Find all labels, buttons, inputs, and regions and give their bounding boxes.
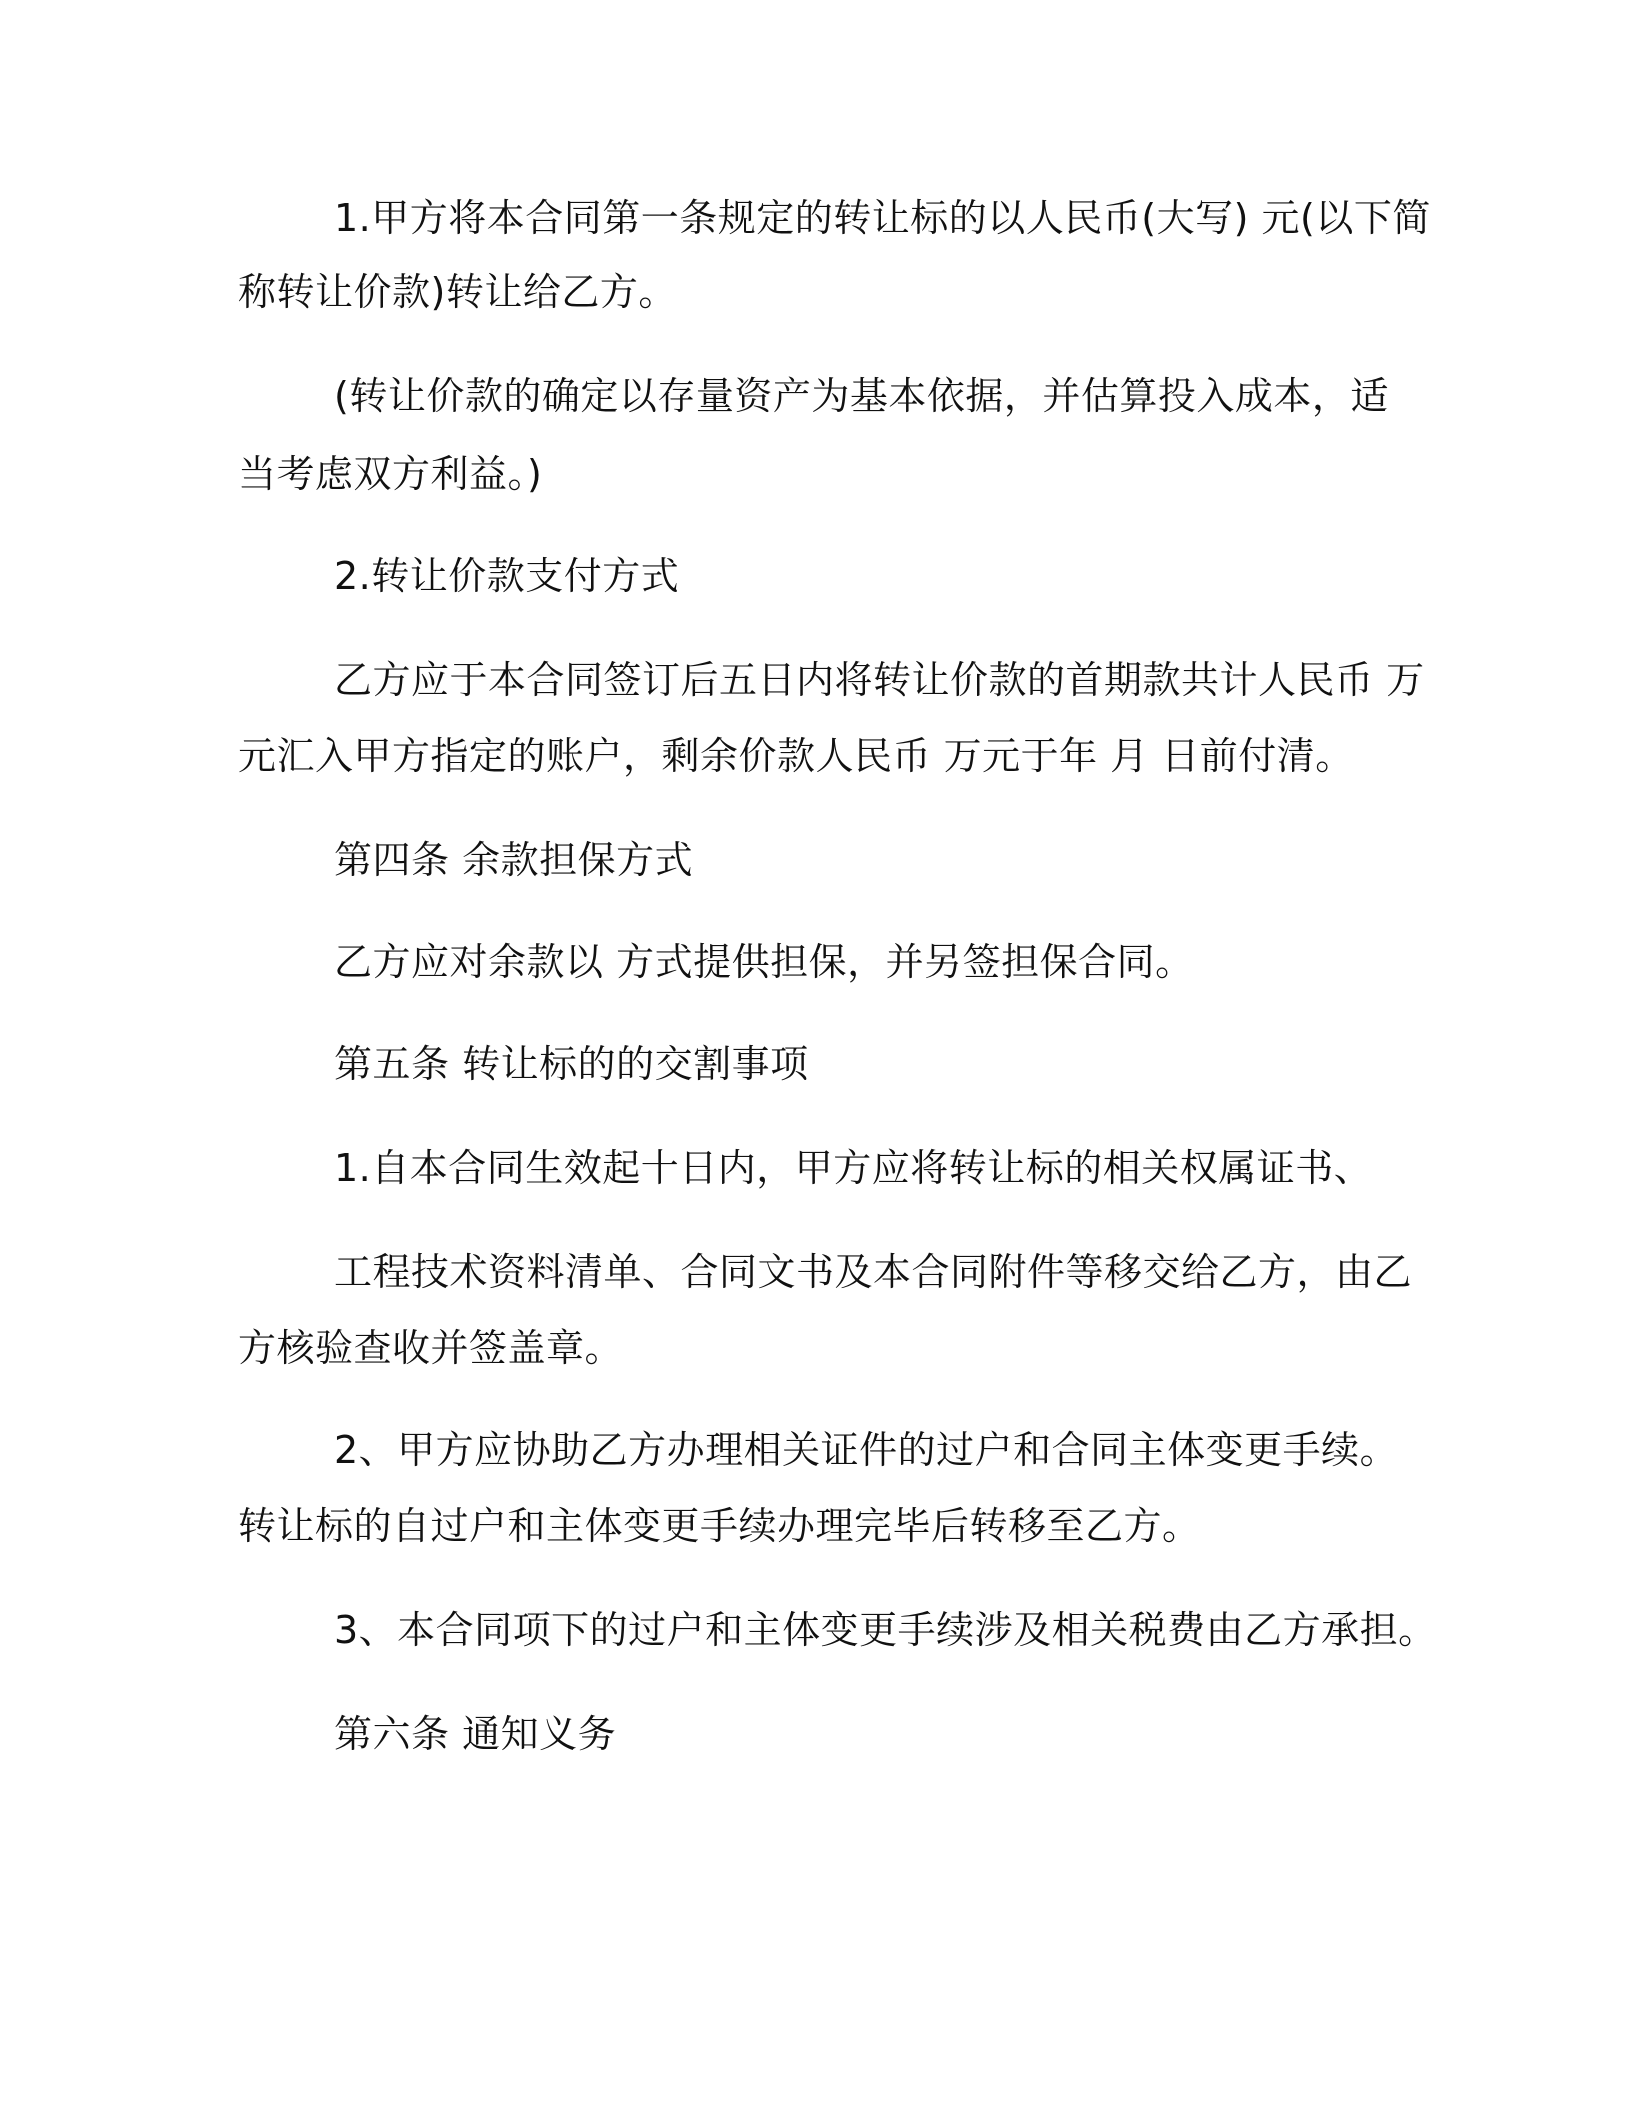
section-heading: 第四条 余款担保方式 xyxy=(334,838,694,882)
paragraph-line: 转让标的自过户和主体变更手续办理完毕后转移至乙方。 xyxy=(238,1504,1201,1548)
paragraph-line: (转让价款的确定以存量资产为基本依据，并估算投入成本，适 xyxy=(334,374,1389,418)
paragraph-line: 1.自本合同生效起十日内，甲方应将转让标的相关权属证书、 xyxy=(334,1146,1373,1190)
paragraph-line: 乙方应于本合同签订后五日内将转让价款的首期款共计人民币 万 xyxy=(334,658,1425,702)
paragraph-line: 2.转让价款支付方式 xyxy=(334,554,680,598)
paragraph-line: 当考虑双方利益。) xyxy=(238,452,543,496)
paragraph-line: 方核验查收并签盖章。 xyxy=(238,1326,624,1370)
paragraph-line: 工程技术资料清单、合同文书及本合同附件等移交给乙方，由乙 xyxy=(334,1250,1413,1294)
paragraph-line: 1.甲方将本合同第一条规定的转让标的以人民币(大写) 元(以下简 xyxy=(334,196,1431,240)
paragraph-line: 2、甲方应协助乙方办理相关证件的过户和合同主体变更手续。 xyxy=(334,1428,1399,1472)
paragraph-line: 元汇入甲方指定的账户，剩余价款人民币 万元于年 月 日前付清。 xyxy=(238,734,1354,778)
section-heading: 第六条 通知义务 xyxy=(334,1712,617,1756)
paragraph-line: 3、本合同项下的过户和主体变更手续涉及相关税费由乙方承担。 xyxy=(334,1608,1437,1652)
section-heading: 第五条 转让标的的交割事项 xyxy=(334,1042,809,1086)
paragraph-line: 乙方应对余款以 方式提供担保，并另签担保合同。 xyxy=(334,940,1194,984)
paragraph-line: 称转让价款)转让给乙方。 xyxy=(238,270,677,314)
